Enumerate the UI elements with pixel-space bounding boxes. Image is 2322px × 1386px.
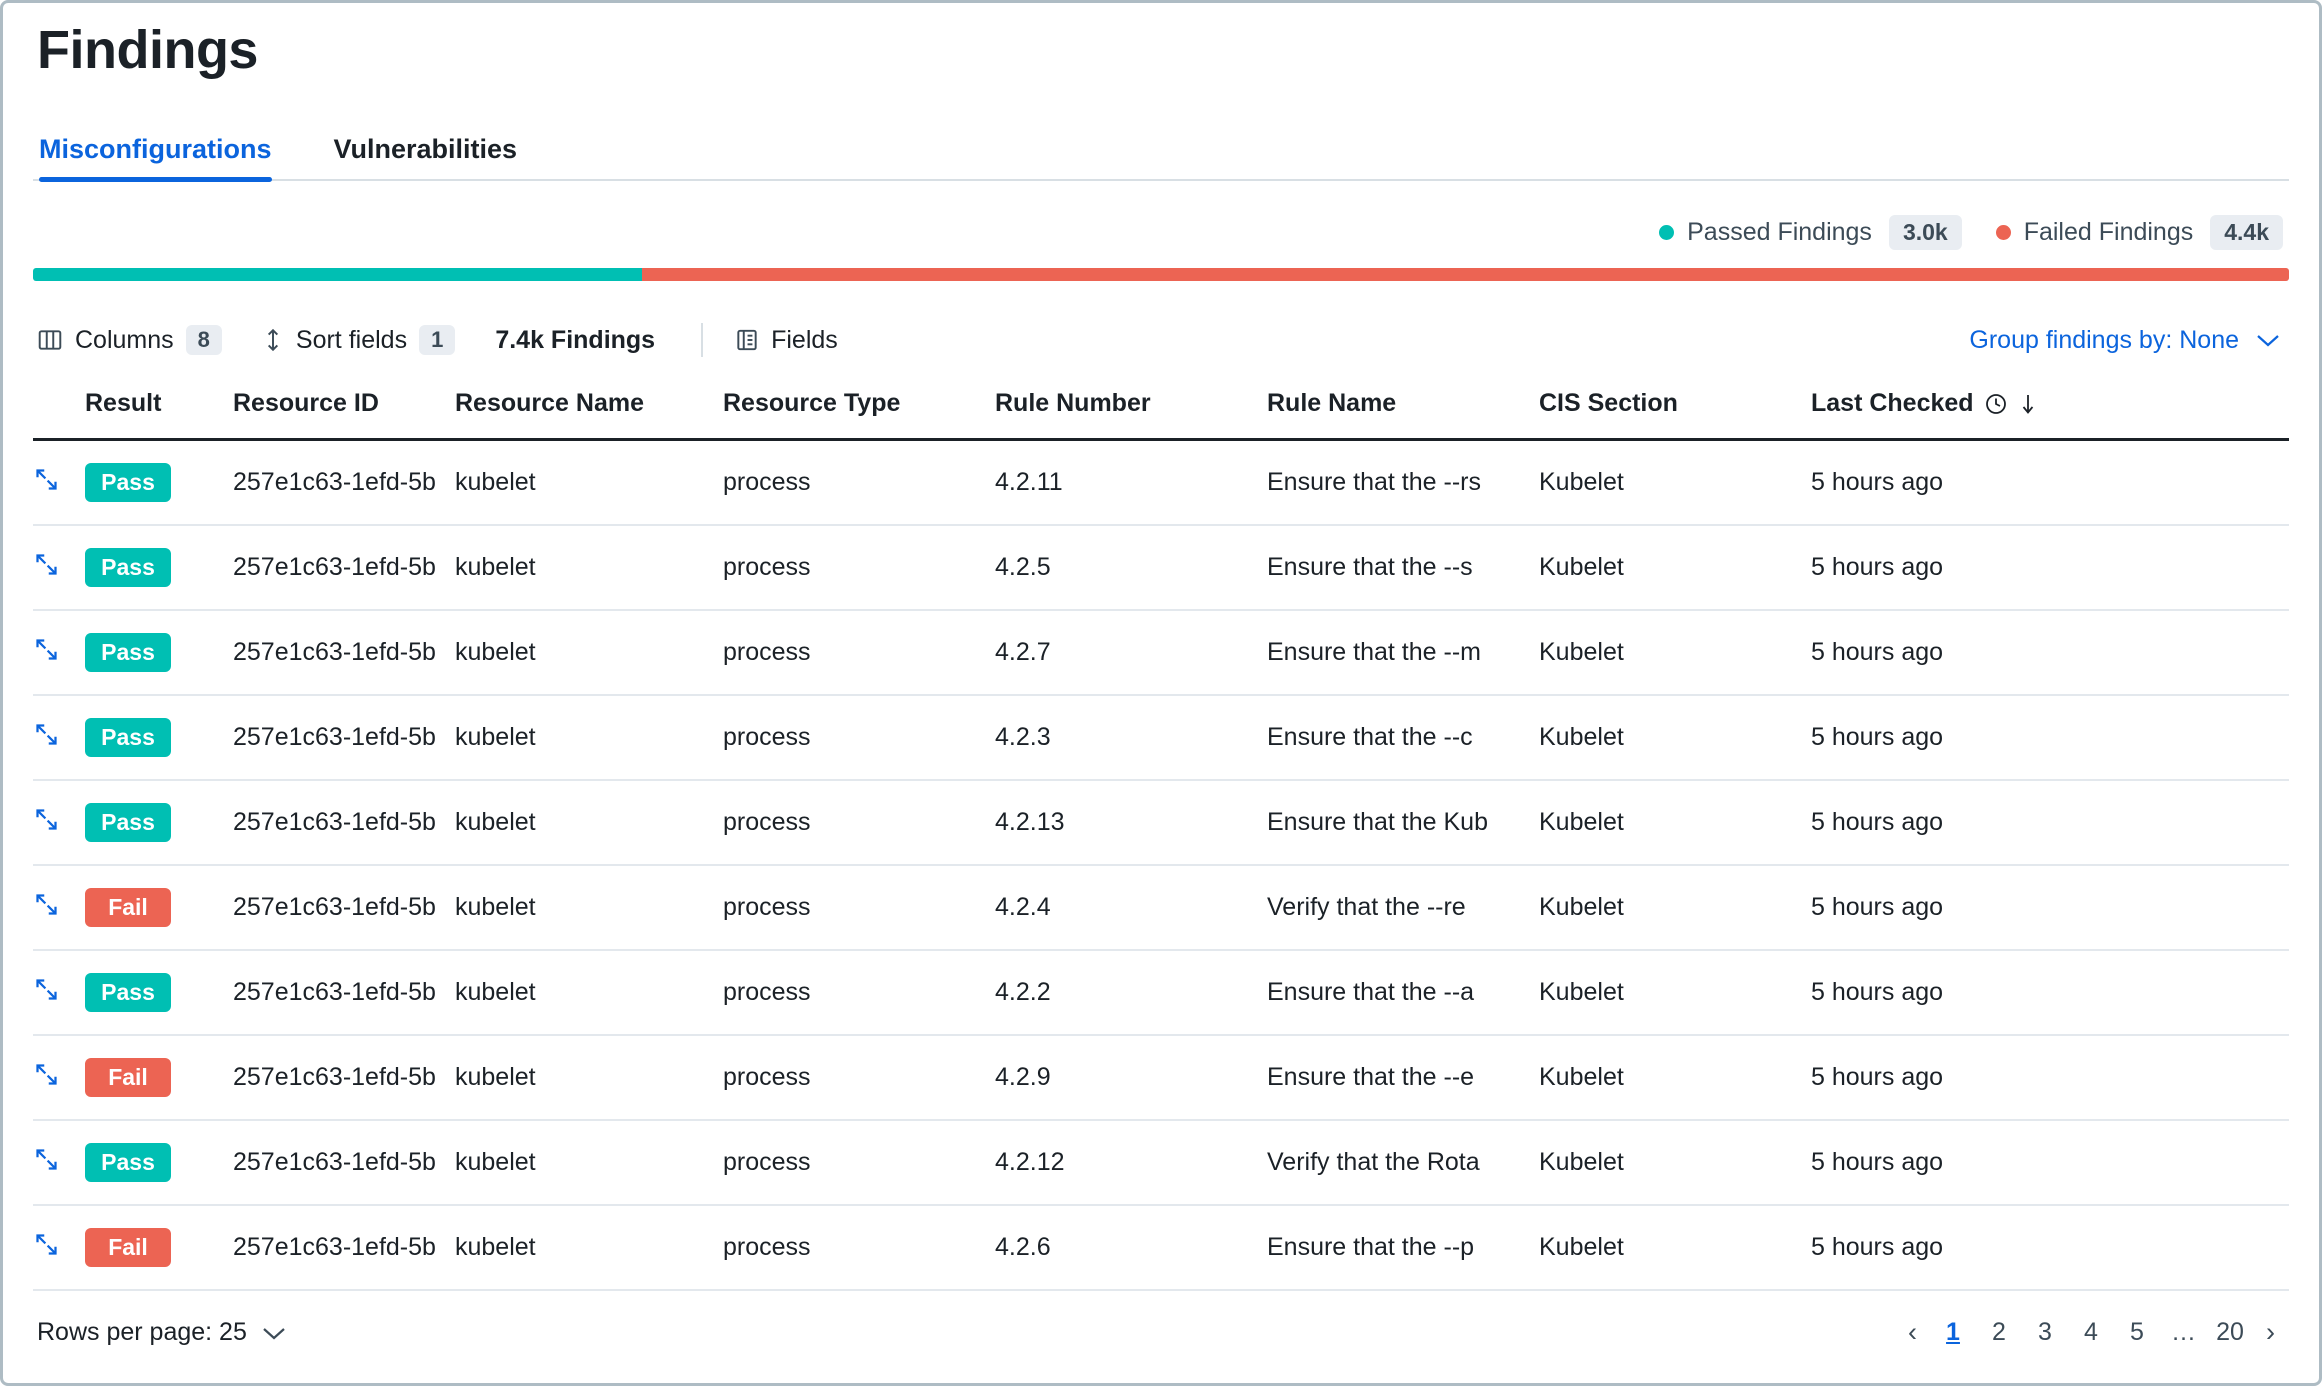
clock-icon [1984,392,2008,416]
result-badge: Pass [85,463,171,502]
cell-last-checked-text: 5 hours ago [1811,1063,1944,1091]
cell-rule-number-text: 4.2.13 [995,808,1065,836]
cell-cis-section [1539,950,1811,1035]
rows-per-page-label: Rows per page: 25 [37,1318,247,1346]
column-header-result[interactable]: Result [85,389,233,440]
legend-item-failed[interactable] [1996,215,2283,250]
result-badge: Fail [85,1228,171,1267]
cell-rule-name-text: Ensure that the --e [1267,1063,1475,1091]
tab-vulnerabilities[interactable]: Vulnerabilities [333,134,518,164]
cell-resource-type [723,1120,995,1205]
failed-dot-icon [1996,225,2011,240]
cell-cis-section-text: Kubelet [1539,1063,1624,1091]
cell-cis-section [1539,865,1811,950]
findings-count: 7.4k Findings [495,325,656,354]
cell-rule-number [995,865,1267,950]
cell-rule-number-text: 4.2.4 [995,893,1051,921]
table-row[interactable] [33,865,2289,950]
cell-resource-id-text: 257e1c63-1efd-5b [233,1063,436,1091]
page-button-3[interactable]: 3 [2038,1318,2052,1346]
result-badge: Pass [85,973,171,1012]
cell-rule-number [995,780,1267,865]
cell-resource-id-text: 257e1c63-1efd-5b [233,978,436,1006]
page-button-4[interactable]: 4 [2084,1318,2098,1346]
cell-rule-name [1267,440,1539,526]
findings-table [33,389,2289,1291]
cell-rule-number-text: 4.2.2 [995,978,1051,1006]
cell-resource-name-text: kubelet [455,638,536,666]
cell-rule-number-text: 4.2.12 [995,1148,1065,1176]
sort-fields-label: Sort fields [295,325,408,354]
expand-icon[interactable] [33,551,60,585]
cell-rule-name [1267,695,1539,780]
cell-rule-number [995,440,1267,526]
cell-resource-type-text: process [723,468,811,496]
cell-resource-id-text: 257e1c63-1efd-5b [233,808,436,836]
cell-resource-id [233,780,455,865]
cell-resource-type [723,780,995,865]
cell-last-checked [1811,780,2289,865]
expand-row-button[interactable] [33,525,85,610]
cell-rule-number [995,525,1267,610]
cell-rule-number-text: 4.2.9 [995,1063,1051,1091]
expand-row-button[interactable] [33,950,85,1035]
cell-rule-number [995,950,1267,1035]
table-toolbar [33,315,2289,365]
cell-last-checked-text: 5 hours ago [1811,553,1944,581]
cell-last-checked-text: 5 hours ago [1811,468,1944,496]
cell-resource-name-text: kubelet [455,893,536,921]
cell-rule-name-text: Ensure that the --p [1267,1233,1475,1261]
legend-item-passed[interactable] [1659,215,1962,250]
cell-rule-name [1267,865,1539,950]
tab-bar [33,117,2289,181]
cell-resource-id [233,695,455,780]
expand-row-button[interactable] [33,440,85,526]
cell-resource-type [723,525,995,610]
cell-resource-name-text: kubelet [455,468,536,496]
cell-last-checked-text: 5 hours ago [1811,1148,1944,1176]
cell-last-checked [1811,610,2289,695]
fields-button[interactable] [735,326,838,355]
pagination [1900,1317,2289,1348]
cell-result [85,1035,233,1120]
columns-count: 8 [186,325,222,355]
table-row[interactable] [33,440,2289,526]
cell-resource-name-text: kubelet [455,978,536,1006]
cell-last-checked [1811,865,2289,950]
column-header-resource-id[interactable]: Resource ID [233,389,455,440]
cell-resource-name [455,440,723,526]
cell-cis-section [1539,525,1811,610]
page-button-2[interactable]: 2 [1992,1318,2006,1346]
result-badge: Pass [85,633,171,672]
cell-last-checked [1811,525,2289,610]
expand-icon[interactable] [33,636,60,670]
cell-rule-name-text: Ensure that the --c [1267,723,1473,751]
expand-icon[interactable] [33,1061,60,1095]
legend-label-failed: Failed Findings [2023,218,2194,246]
cell-resource-id-text: 257e1c63-1efd-5b [233,553,436,581]
cell-resource-name-text: kubelet [455,1063,536,1091]
cell-cis-section [1539,780,1811,865]
cell-resource-type-text: process [723,893,811,921]
cell-resource-name [455,695,723,780]
cell-resource-type [723,1205,995,1290]
cell-rule-number-text: 4.2.3 [995,723,1051,751]
columns-icon [37,327,63,353]
table-row[interactable] [33,1120,2289,1205]
cell-resource-type-text: process [723,723,811,751]
cell-resource-type [723,865,995,950]
sort-fields-button[interactable] [262,325,455,355]
cell-resource-type [723,1035,995,1120]
result-badge: Pass [85,548,171,587]
cell-cis-section-text: Kubelet [1539,1233,1624,1261]
pagination-ellipsis: … [2171,1318,2196,1346]
expand-row-button[interactable] [33,1035,85,1120]
cell-cis-section [1539,1120,1811,1205]
table-footer [33,1317,2289,1348]
table-row[interactable] [33,1205,2289,1290]
cell-cis-section [1539,1205,1811,1290]
findings-legend [33,215,2289,250]
cell-rule-number [995,1035,1267,1120]
cell-last-checked [1811,950,2289,1035]
column-header-last-checked[interactable] [1811,389,2289,440]
cell-cis-section-text: Kubelet [1539,1148,1624,1176]
cell-resource-name-text: kubelet [455,808,536,836]
cell-rule-number [995,1205,1267,1290]
cell-resource-type-text: process [723,553,811,581]
cell-rule-name [1267,610,1539,695]
expand-row-button[interactable] [33,610,85,695]
cell-resource-type-text: process [723,1233,811,1261]
result-badge: Fail [85,1058,171,1097]
result-badge: Pass [85,1143,171,1182]
cell-resource-type-text: process [723,808,811,836]
cell-resource-id-text: 257e1c63-1efd-5b [233,893,436,921]
table-row[interactable] [33,525,2289,610]
expand-icon[interactable] [33,1231,60,1265]
cell-resource-name [455,1120,723,1205]
cell-last-checked-text: 5 hours ago [1811,893,1944,921]
cell-last-checked-text: 5 hours ago [1811,638,1944,666]
page-button-1[interactable]: 1 [1946,1318,1960,1346]
expand-icon[interactable] [33,466,60,500]
group-findings-by-label: Group findings by: None [1969,325,2239,354]
cell-rule-name [1267,950,1539,1035]
cell-result [85,1120,233,1205]
cell-resource-name-text: kubelet [455,723,536,751]
pass-fail-bar [33,268,2289,281]
column-header-resource-type[interactable]: Resource Type [723,389,995,440]
page-button-5[interactable]: 5 [2130,1318,2144,1346]
cell-cis-section-text: Kubelet [1539,553,1624,581]
table-row[interactable] [33,695,2289,780]
table-body [33,440,2289,1291]
cell-rule-name [1267,780,1539,865]
cell-cis-section [1539,1035,1811,1120]
cell-resource-name [455,780,723,865]
cell-resource-id-text: 257e1c63-1efd-5b [233,1148,436,1176]
cell-cis-section-text: Kubelet [1539,638,1624,666]
toolbar-divider [701,323,703,357]
cell-resource-name-text: kubelet [455,553,536,581]
expand-row-button[interactable] [33,695,85,780]
fields-icon [735,327,759,353]
cell-rule-name-text: Ensure that the Kub [1267,808,1488,836]
expand-row-button[interactable] [33,1120,85,1205]
column-header-last-checked-label: Last Checked [1811,389,1974,417]
sort-descending-icon [2018,392,2038,416]
cell-cis-section [1539,610,1811,695]
cell-resource-type [723,950,995,1035]
cell-result [85,780,233,865]
cell-resource-id [233,1120,455,1205]
cell-last-checked [1811,1035,2289,1120]
cell-cis-section-text: Kubelet [1539,978,1624,1006]
table-row[interactable] [33,1035,2289,1120]
cell-rule-name-text: Verify that the --re [1267,893,1466,921]
column-header-cis-section[interactable]: CIS Section [1539,389,1811,440]
result-badge: Pass [85,718,171,757]
legend-count-passed: 3.0k [1889,215,1962,250]
column-header-rule-name[interactable]: Rule Name [1267,389,1539,440]
table-row[interactable] [33,780,2289,865]
expand-row-button[interactable] [33,1205,85,1290]
cell-rule-name-text: Ensure that the --a [1267,978,1475,1006]
cell-resource-name [455,865,723,950]
cell-last-checked-text: 5 hours ago [1811,978,1944,1006]
cell-result [85,440,233,526]
expand-row-button[interactable] [33,865,85,950]
cell-result [85,695,233,780]
cell-rule-name [1267,1120,1539,1205]
previous-page-button[interactable]: ‹ [1908,1317,1917,1347]
cell-resource-type [723,695,995,780]
cell-rule-number [995,1120,1267,1205]
cell-rule-name-text: Ensure that the --s [1267,553,1473,581]
cell-resource-name [455,610,723,695]
cell-resource-id [233,1035,455,1120]
cell-resource-type-text: process [723,978,811,1006]
expand-icon[interactable] [33,976,60,1010]
cell-result [85,865,233,950]
cell-last-checked [1811,695,2289,780]
cell-rule-number [995,610,1267,695]
cell-resource-id [233,1205,455,1290]
cell-cis-section-text: Kubelet [1539,723,1624,751]
cell-rule-name-text: Verify that the Rota [1267,1148,1480,1176]
column-header-rule-number[interactable]: Rule Number [995,389,1267,440]
cell-rule-name [1267,1205,1539,1290]
cell-rule-name [1267,525,1539,610]
expand-icon[interactable] [33,1146,60,1180]
cell-rule-name [1267,1035,1539,1120]
result-badge: Pass [85,803,171,842]
cell-rule-name-text: Ensure that the --rs [1267,468,1481,496]
cell-rule-number-text: 4.2.6 [995,1233,1051,1261]
tab-misconfigurations[interactable]: Misconfigurations [39,134,272,179]
cell-cis-section [1539,440,1811,526]
table-row[interactable] [33,950,2289,1035]
cell-last-checked [1811,1205,2289,1290]
cell-resource-id-text: 257e1c63-1efd-5b [233,638,436,666]
cell-cis-section [1539,695,1811,780]
cell-resource-name [455,525,723,610]
legend-label-passed: Passed Findings [1687,218,1872,246]
cell-rule-number-text: 4.2.7 [995,638,1051,666]
cell-last-checked-text: 5 hours ago [1811,808,1944,836]
cell-resource-type-text: process [723,1063,811,1091]
cell-resource-id-text: 257e1c63-1efd-5b [233,723,436,751]
cell-resource-name [455,1035,723,1120]
cell-last-checked [1811,440,2289,526]
cell-resource-id-text: 257e1c63-1efd-5b [233,1233,436,1261]
table-row[interactable] [33,610,2289,695]
group-findings-by-dropdown[interactable] [1969,326,2289,355]
rows-per-page-dropdown[interactable] [37,1318,287,1347]
cell-resource-name-text: kubelet [455,1233,536,1261]
sort-fields-count: 1 [419,325,455,355]
cell-resource-name [455,950,723,1035]
cell-resource-type-text: process [723,638,811,666]
cell-cis-section-text: Kubelet [1539,808,1624,836]
pass-fail-bar-passed [33,268,642,281]
next-page-button[interactable]: › [2266,1317,2275,1347]
fields-label: Fields [771,325,838,354]
cell-resource-name [455,1205,723,1290]
page-title: Findings [37,20,258,80]
cell-resource-id [233,525,455,610]
cell-rule-number-text: 4.2.5 [995,553,1051,581]
cell-resource-id [233,440,455,526]
cell-result [85,1205,233,1290]
cell-result [85,950,233,1035]
columns-button[interactable] [37,325,222,355]
cell-last-checked-text: 5 hours ago [1811,1233,1944,1261]
table-header-row [33,389,2289,440]
expand-icon[interactable] [33,806,60,840]
column-header-resource-name[interactable]: Resource Name [455,389,723,440]
legend-count-failed: 4.4k [2210,215,2283,250]
cell-rule-number [995,695,1267,780]
cell-resource-id [233,865,455,950]
expand-icon[interactable] [33,721,60,755]
expand-row-button[interactable] [33,780,85,865]
chevron-down-icon [261,1325,287,1341]
cell-resource-type-text: process [723,1148,811,1176]
column-header-expand [33,389,85,440]
expand-icon[interactable] [33,891,60,925]
cell-resource-name-text: kubelet [455,1148,536,1176]
page-button-20[interactable]: 20 [2216,1318,2244,1346]
chevron-down-icon [2255,332,2281,348]
cell-last-checked-text: 5 hours ago [1811,723,1944,751]
sort-icon [262,327,284,353]
cell-resource-id [233,950,455,1035]
cell-last-checked [1811,1120,2289,1205]
cell-rule-name-text: Ensure that the --m [1267,638,1481,666]
pass-fail-bar-failed [642,268,2289,281]
cell-resource-type [723,610,995,695]
columns-label: Columns [75,325,174,354]
cell-cis-section-text: Kubelet [1539,468,1624,496]
cell-resource-id [233,610,455,695]
cell-resource-id-text: 257e1c63-1efd-5b [233,468,436,496]
cell-result [85,525,233,610]
cell-rule-number-text: 4.2.11 [995,468,1063,496]
passed-dot-icon [1659,225,1674,240]
cell-resource-type [723,440,995,526]
cell-result [85,610,233,695]
result-badge: Fail [85,888,171,927]
cell-cis-section-text: Kubelet [1539,893,1624,921]
